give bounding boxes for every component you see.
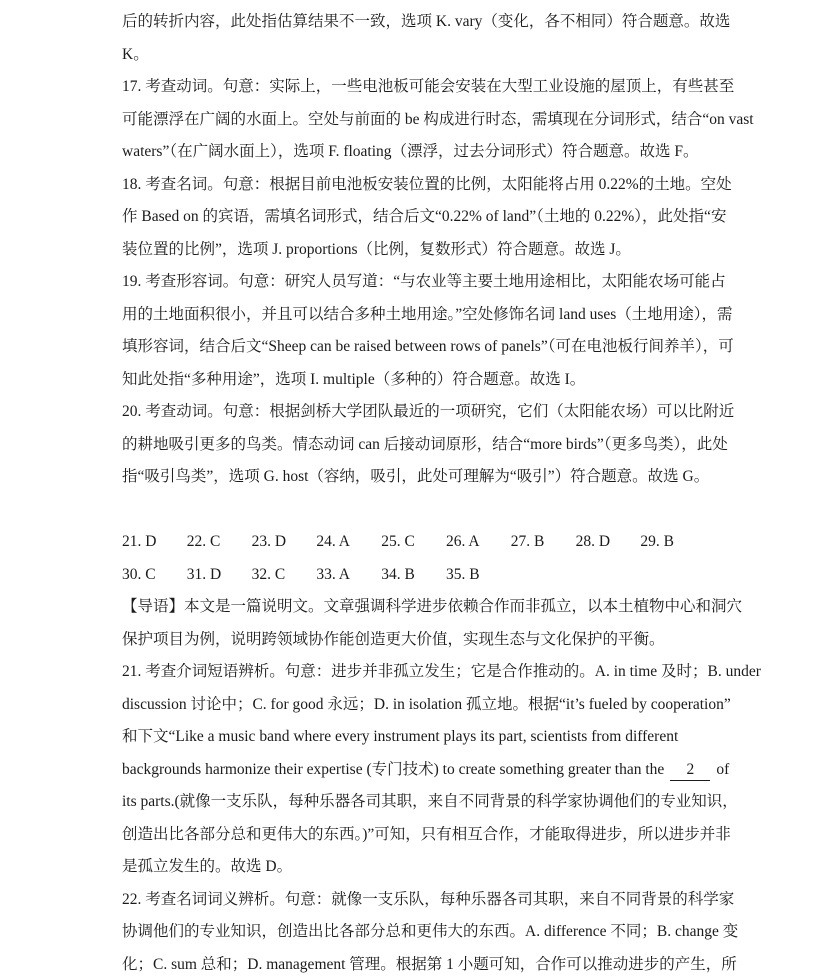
doc-line: waters”（在广阔水面上），选项 F. floating（漂浮，过去分词形式）符合题意。故选 F。: [122, 143, 699, 160]
doc-line: 21. 考查介词短语辨析。句意：进步并非孤立发生；它是合作推动的。A. in time 及时；B. under: [122, 663, 761, 680]
blank-line-after: of: [716, 760, 730, 778]
doc-line: 指“吸引鸟类”，选项 G. host（容纳，吸引，此处可理解为“吸引”）符合题意。故选 G。: [122, 468, 710, 485]
doc-line: 填形容词，结合后文“Sheep can be raised between rows of panels”（可在电池板行间养羊），可: [122, 338, 734, 355]
doc-line: 协调他们的专业知识，创造出比各部分总和更伟大的东西。A. difference 不同；B. change 变: [122, 923, 739, 940]
answer-key-row: [122, 526, 708, 559]
doc-line: 18. 考查名词。句意：根据目前电池板安装位置的比例，太阳能将占用 0.22%的土地。空处: [122, 175, 732, 193]
doc-line: 17. 考查动词。句意：实际上，一些电池板可能会安装在大型工业设施的屋顶上，有些甚至: [122, 78, 735, 95]
doc-line: [122, 754, 730, 787]
doc-line: 20. 考查动词。句意：根据剑桥大学团队最近的一项研究，它们（太阳能农场）可以比附近: [122, 403, 735, 420]
doc-line: 装位置的比例”，选项 J. proportions（比例，复数形式）符合题意。故选 J。: [122, 240, 631, 258]
doc-line: 22. 考查名词词义辨析。句意：就像一支乐队，每种乐器各司其职，来自不同背景的科学家: [122, 890, 735, 908]
answer-cell: 24. A: [316, 533, 350, 550]
doc-line: 保护项目为例，说明跨领域协作能创造更大价值，实现生态与文化保护的平衡。: [122, 630, 665, 648]
doc-line: 用的土地面积很小，并且可以结合多种土地用途。”空处修饰名词 land uses（土地用途），需: [122, 305, 733, 323]
doc-line: 的耕地吸引更多的鸟类。情态动词 can 后接动词原形，结合“more birds”（更多鸟类），此处: [122, 435, 728, 453]
answer-cell: 34. B: [381, 565, 415, 583]
doc-line: 后的转折内容，此处指估算结果不一致，选项 K. vary（变化，各不相同）符合题意。故选: [122, 13, 731, 30]
answer-cell: 35. B: [445, 565, 480, 583]
doc-line: its parts.(就像一支乐队，每种乐器各司其职，来自不同背景的科学家协调他们的专业知识，: [122, 793, 738, 810]
answer-cell: 28. D: [575, 533, 611, 550]
doc-line: K。: [122, 45, 149, 63]
blank-line: [122, 494, 708, 527]
cloze-blank: 2: [670, 760, 710, 781]
answer-cell: 23. D: [251, 533, 287, 550]
answer-cell: 22. C: [186, 533, 221, 550]
answer-cell: 26. A: [445, 533, 480, 550]
doc-line: 是孤立发生的。故选 D。: [122, 858, 293, 875]
answer-cell: 21. D: [122, 533, 157, 550]
doc-line: discussion 讨论中；C. for good 永远；D. in isolation 孤立地。根据“it’s fueled by cooperation”: [122, 695, 731, 713]
blank-line-before: backgrounds harmonize their expertise (专门技术) to create something greater than the: [122, 760, 665, 778]
doc-line: 化；C. sum 总和；D. management 管理。根据第 1 小题可知，合作可以推动进步的产生，所: [122, 955, 737, 973]
answer-key-row: [122, 559, 708, 592]
doc-line: 【导语】本文是一篇说明文。文章强调科学进步依赖合作而非孤立，以本土植物中心和洞穴: [122, 598, 743, 615]
answer-cell: 32. C: [251, 565, 286, 583]
doc-line: 19. 考查形容词。句意：研究人员写道：“与农业等主要土地用途相比，太阳能农场可能占: [122, 273, 726, 290]
doc-line: 和下文“Like a music band where every instrument plays its part, scientists from different: [122, 728, 679, 745]
doc-line: 创造出比各部分总和更伟大的东西。)”可知，只有相互合作，才能取得进步，所以进步并非: [122, 825, 731, 843]
answer-cell: 30. C: [122, 565, 156, 583]
answer-cell: 25. C: [381, 533, 415, 550]
doc-line: 知此处指“多种用途”，选项 I. multiple（多种的）符合题意。故选 I。: [122, 370, 586, 388]
doc-line: 作 Based on 的宾语，需填名词形式，结合后文“0.22% of land”（土地的 0.22%），此处指“安: [122, 208, 727, 225]
doc-line: 可能漂浮在广阔的水面上。空处与前面的 be 构成进行时态，需填现在分词形式，结合“on vast: [122, 110, 754, 128]
answer-cell: 29. B: [640, 533, 674, 550]
answer-cell: 31. D: [186, 565, 222, 583]
answer-cell: 33. A: [316, 565, 350, 583]
answer-cell: 27. B: [510, 533, 545, 550]
